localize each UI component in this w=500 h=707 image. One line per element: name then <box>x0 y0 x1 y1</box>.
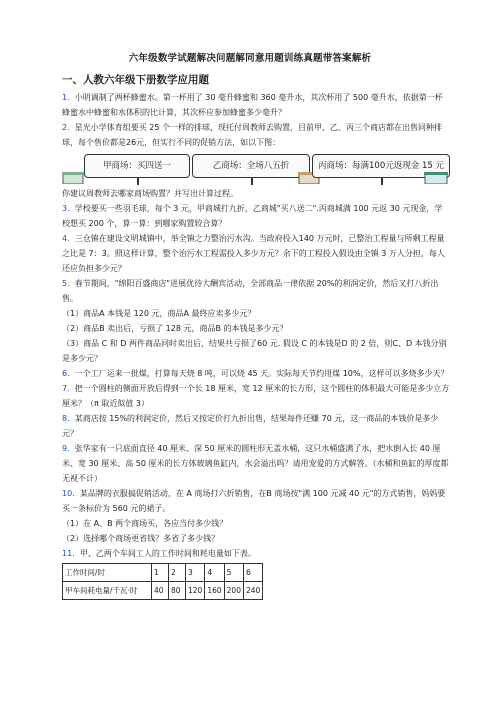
page-title: 六年级数学试题解决问题解同意用题训练真题带答案解析 <box>128 53 372 64</box>
store-building-icon <box>62 170 84 184</box>
sign-pole <box>251 177 253 185</box>
question-5-part-2: （2）商品B 卖出后，亏损了 128 元，商品B 的本钱是多少元？ <box>62 324 288 333</box>
question-number: 5. <box>62 279 70 288</box>
question-3 <box>62 201 450 231</box>
question-body <box>62 90 450 600</box>
question-8 <box>62 411 450 441</box>
question-text: 学校要买一些羽毛球，每个 3 元，甲商城打九折，乙商城"买八送二".丙商城满 100 元返 30 元现金，学校想买 200 个，算一算：到哪家购置较合算？ <box>62 204 443 228</box>
power-usage-table <box>62 563 263 600</box>
question-5 <box>62 276 450 306</box>
question-text: 春节期间，"绵阳百盛商店"进展优待大酬宾活动，全部商品一律依据 20%的利润定价，然后又打八折出售。 <box>62 279 439 303</box>
question-number: 9. <box>62 444 70 453</box>
table-cell: 6 <box>243 564 262 582</box>
question-number: 2. <box>62 123 70 132</box>
question-text: 三仓镇在建设文明城镇中，举全镇之力整治污水沟。当政府投入140 万元时，已整治工程量与所剩工程量之比是 7：3。照这样计算，整个治污水工程需投入多少万元？余下的工程投入假设由全镇 3 万人分担，每人还应负担多少元？ <box>62 234 445 273</box>
table-cell: 4 <box>205 564 224 582</box>
sign-store-b <box>192 154 310 178</box>
table-cell: 40 <box>152 582 169 600</box>
question-text: 张华家有一只底面直径 40 厘米、深 50 厘米的圆柱形无盖水桶，这只水桶盛满了水，把水倒入长 40 厘米、宽 30 厘米、高 50 厘米的长方体玻璃鱼缸内，水会溢出吗？请用宠爱的方式解答。（水桶和鱼缸的厚度都无视不计） <box>62 444 449 483</box>
question-text: 某商店按 15%的利润定价，然后又按定价打九折出售，结果每件还赚 70 元，这一商品的本钱价是多少元？ <box>62 414 439 438</box>
table-cell: 160 <box>205 582 224 600</box>
sign-store-a <box>84 154 190 178</box>
question-text: 甲、乙两个车间工人的工作时间和耗电量如下表。 <box>79 549 256 558</box>
sign-pole <box>381 177 383 185</box>
table-cell: 2 <box>169 564 186 582</box>
question-11 <box>62 546 450 561</box>
question-5-part-3: （3）商品 C 和 D 两件商品同时卖出后，结果共亏损了60 元. 假设 C 的本钱是D 的 2 倍，则C、D 本钱分别是多少元？ <box>62 339 447 363</box>
question-7 <box>62 381 450 411</box>
question-9 <box>62 441 450 486</box>
sign-label: 乙商场：全场八五折 <box>212 160 290 171</box>
question-2 <box>62 120 450 150</box>
question-number: 11. <box>62 549 75 558</box>
promotion-signs <box>62 154 450 184</box>
table-row-header: 工作时间/时 <box>63 564 152 582</box>
question-10-part-2: （2）选择哪个商场更省钱？多省了多少钱？ <box>62 534 220 543</box>
question-6 <box>62 366 450 381</box>
question-number: 6. <box>62 369 70 378</box>
table-row <box>63 564 263 582</box>
table-cell: 5 <box>224 564 243 582</box>
question-text: 把一个圆柱的侧面开放后得到一个长 18 厘米，宽 12 厘米的长方形，这个圆柱的体积最大可能是多少立方厘米？（π 取近似值 3） <box>62 384 450 408</box>
sign-label: 丙商场：每满100元返现金 15 元 <box>318 160 444 171</box>
store-building-icon <box>424 170 448 184</box>
question-2-ask: 你建议周教师去哪家商场购置？并写出计算过程。 <box>62 189 238 198</box>
table-row <box>63 582 263 600</box>
table-cell: 3 <box>186 564 205 582</box>
question-number: 8. <box>62 414 70 423</box>
question-4 <box>62 231 450 276</box>
table-cell: 240 <box>243 582 262 600</box>
question-number: 7. <box>62 384 70 393</box>
sign-pole <box>137 177 139 185</box>
table-row-header: 甲车间耗电量/千瓦·时 <box>63 582 152 600</box>
question-text: 星光小学体育组要买 25 个一样的排球，现托付周教师去购置，目前甲、乙、丙三个商店都在出售同种排球，每个售价都是26元，但实行不同的促销方法，如以下图： <box>62 123 442 147</box>
question-text: 小明调制了两杯蜂蜜水。第一杯用了 30 毫升蜂蜜和 360 毫升水，其次杯用了 500 毫升水，依据第一杯蜂蜜水中蜂蜜和水体积的比计算，其次杯应参加蜂蜜多少毫升？ <box>62 93 443 117</box>
section-heading: 一、人教六年级下册数学应用题 <box>62 74 209 86</box>
question-5-part-1: （1）商品A 本钱是 120 元，商品A 最终应卖多少元？ <box>62 309 256 318</box>
question-number: 1. <box>62 93 70 102</box>
table-cell: 80 <box>169 582 186 600</box>
question-text: 一个工厂运来一批煤，打算每天烧 8 吨，可以烧 45 天。实际每天节约用煤 10%，这样可以多烧多少天？ <box>74 369 449 378</box>
question-10-part-1: （1）在 A、B 两个商场买，各应当付多少钱？ <box>62 519 228 528</box>
question-number: 3. <box>62 204 70 213</box>
table-cell: 1 <box>152 564 169 582</box>
question-1 <box>62 90 450 120</box>
question-number: 10. <box>62 489 75 498</box>
sign-label: 甲商场：买四送一 <box>102 160 171 171</box>
table-cell: 200 <box>224 582 243 600</box>
question-10 <box>62 486 450 516</box>
question-text: 某品牌的衣服搞促销活动，在 A 商场打六折销售，在B 商场按"满 100 元减 40 元"的方式销售，妈妈要买一条标价为 560 元的裙子。 <box>62 489 446 513</box>
table-cell: 120 <box>186 582 205 600</box>
question-number: 4. <box>62 234 70 243</box>
